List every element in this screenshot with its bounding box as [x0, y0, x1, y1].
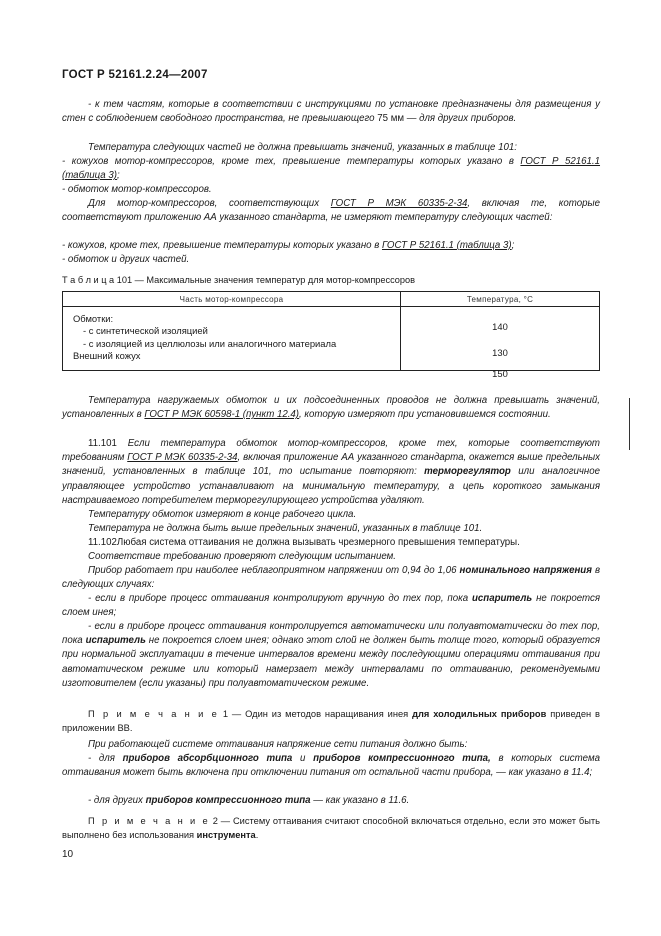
- para-wall-parts: - к тем частям, которые в соответствии с инструкциями по установке предназначены для размещения у стен с соблюдением свободного пространства, не превышающего 75 мм — для других приборов.: [62, 99, 600, 125]
- para-housings-except: - кожухов, кроме тех, превышение температуры которых указано в ГОСТ Р 52161.1 (таблица 3);: [62, 240, 515, 251]
- para-compliance-test: Соответствие требованию проверяют следующим испытанием.: [88, 551, 396, 562]
- para-11-101: 11.101 Если температура обмоток мотор-компрессоров, кроме тех, которые соответствуют требованиям ГОСТ Р МЭК 60335-2-34, включая приложение АА указанного стандарта, окажется выше предельных значений, установленных в таблице 101, то испытание повторяют: терморегулятор или аналогичное управляющее устройство устанавливают на минимальную температуру, а цепь короткого замыкания настраиваемого потребителем терморегулирующего устройства удаляют.: [62, 438, 600, 506]
- para-defrost-voltage: При работающей системе оттаивания напряжение сети питания должно быть:: [88, 739, 468, 750]
- temp-value: 150: [492, 368, 508, 379]
- page-number: 10: [62, 849, 74, 860]
- table-cell-parts: [63, 307, 401, 371]
- para-measure-end-cycle: Температуру обмоток измеряют в конце рабочего цикла.: [88, 509, 357, 520]
- column-header-part: Часть мотор-компрессора: [63, 292, 401, 307]
- ref-gost-52161-1-table3[interactable]: ГОСТ Р 52161.1 (таблица 3): [381, 240, 512, 251]
- para-windings-other: - обмоток и других частей.: [62, 254, 190, 265]
- margin-change-bar: [629, 398, 630, 450]
- table-caption: Т а б л и ц а 101 — Максимальные значения температур для мотор-компрессоров: [62, 275, 416, 285]
- para-manual-defrost: - если в приборе процесс оттаивания контролируют вручную до тех пор, пока испаритель не покроется слоем инея;: [62, 593, 600, 619]
- standard-header: ГОСТ Р 52161.2.24—2007: [62, 69, 208, 81]
- table-row: - с синтетической изоляцией: [83, 325, 208, 337]
- ref-gost-60335-2-34[interactable]: ГОСТ Р МЭК 60335-2-34: [330, 198, 468, 209]
- para-motor-compressors: Для мотор-компрессоров, соответствующих ГОСТ Р МЭК 60335-2-34, включая те, которые соответствуют приложению АА указанного стандарта, не измеряют температуру следующих частей:: [62, 198, 600, 224]
- para-temp-limits: Температура следующих частей не должна превышать значений, указанных в таблице 101:: [88, 142, 517, 153]
- para-not-exceed: Температура не должна быть выше предельных значений, указанных в таблице 101.: [88, 523, 483, 534]
- para-loaded-windings: Температура нагружаемых обмоток и их подсоединенных проводов не должна превышать значений, установленных в ГОСТ Р МЭК 60598-1 (пункт 12.4), которую измеряют при установившемся состоянии.: [62, 395, 600, 421]
- ref-gost-60335-2-34-b[interactable]: ГОСТ Р МЭК 60335-2-34: [127, 452, 238, 464]
- table-row: - с изоляцией из целлюлозы или аналогичного материала: [83, 337, 337, 349]
- temperature-table: [62, 291, 600, 379]
- para-housings: - кожухов мотор-компрессоров, кроме тех, превышение температуры которых указано в ГОСТ Р 52161.1 (таблица 3);: [62, 156, 601, 182]
- para-compression-type: - для других приборов компрессионного типа — как указано в 11.6.: [88, 795, 410, 806]
- para-voltage: Прибор работает при наиболее неблагоприятном напряжении от 0,94 до 1,06 номинального напряжения в следующих случаях:: [62, 565, 601, 591]
- para-absorption-type: - для приборов абсорбционного типа и приборов компрессионного типа, в которых система оттаивания может быть включена при отключении питания от остальной части прибора, — как указано в 11.4;: [62, 753, 600, 779]
- table-cell-temperatures: [401, 307, 600, 379]
- ref-gost-52161-1[interactable]: ГОСТ Р 52161.1 (таблица 3): [62, 156, 601, 182]
- temp-value: 130: [492, 347, 508, 358]
- ref-gost-60598-1[interactable]: ГОСТ Р МЭК 60598-1 (пункт 12.4): [144, 409, 300, 421]
- column-header-temperature: Температура, °С: [401, 292, 600, 307]
- temp-value: 140: [492, 321, 508, 332]
- para-auto-defrost: - если в приборе процесс оттаивания контролируется автоматически или полуавтоматически до тех пор, пока испаритель не покроется слоем инея; однако этот слой не должен быть толще того, который образуется при нормальной эксплуатации в течение интервалов времени между последующими операциями оттаивания при автоматическом режиме или который намерзает между интервалами по оттаиванию, рекомендуемыми изготовителем (если указаны) при полуавтоматическом режиме.: [62, 621, 601, 689]
- note-2: П р и м е ч а н и е 2 — Систему оттаивания считают способной включаться отдельно, если это может быть выполнено без использования инструмента.: [62, 816, 600, 841]
- table-row: Обмотки:: [73, 313, 114, 324]
- para-11-102: 11.102Любая система оттаивания не должна вызывать чрезмерного превышения температуры.: [88, 537, 520, 548]
- para-windings: - обмоток мотор-компрессоров.: [62, 184, 212, 195]
- table-row: Внешний кожух: [73, 350, 141, 362]
- note-1: П р и м е ч а н и е 1 — Один из методов наращивания инея для холодильных приборов приведен в приложении ВВ.: [62, 709, 600, 734]
